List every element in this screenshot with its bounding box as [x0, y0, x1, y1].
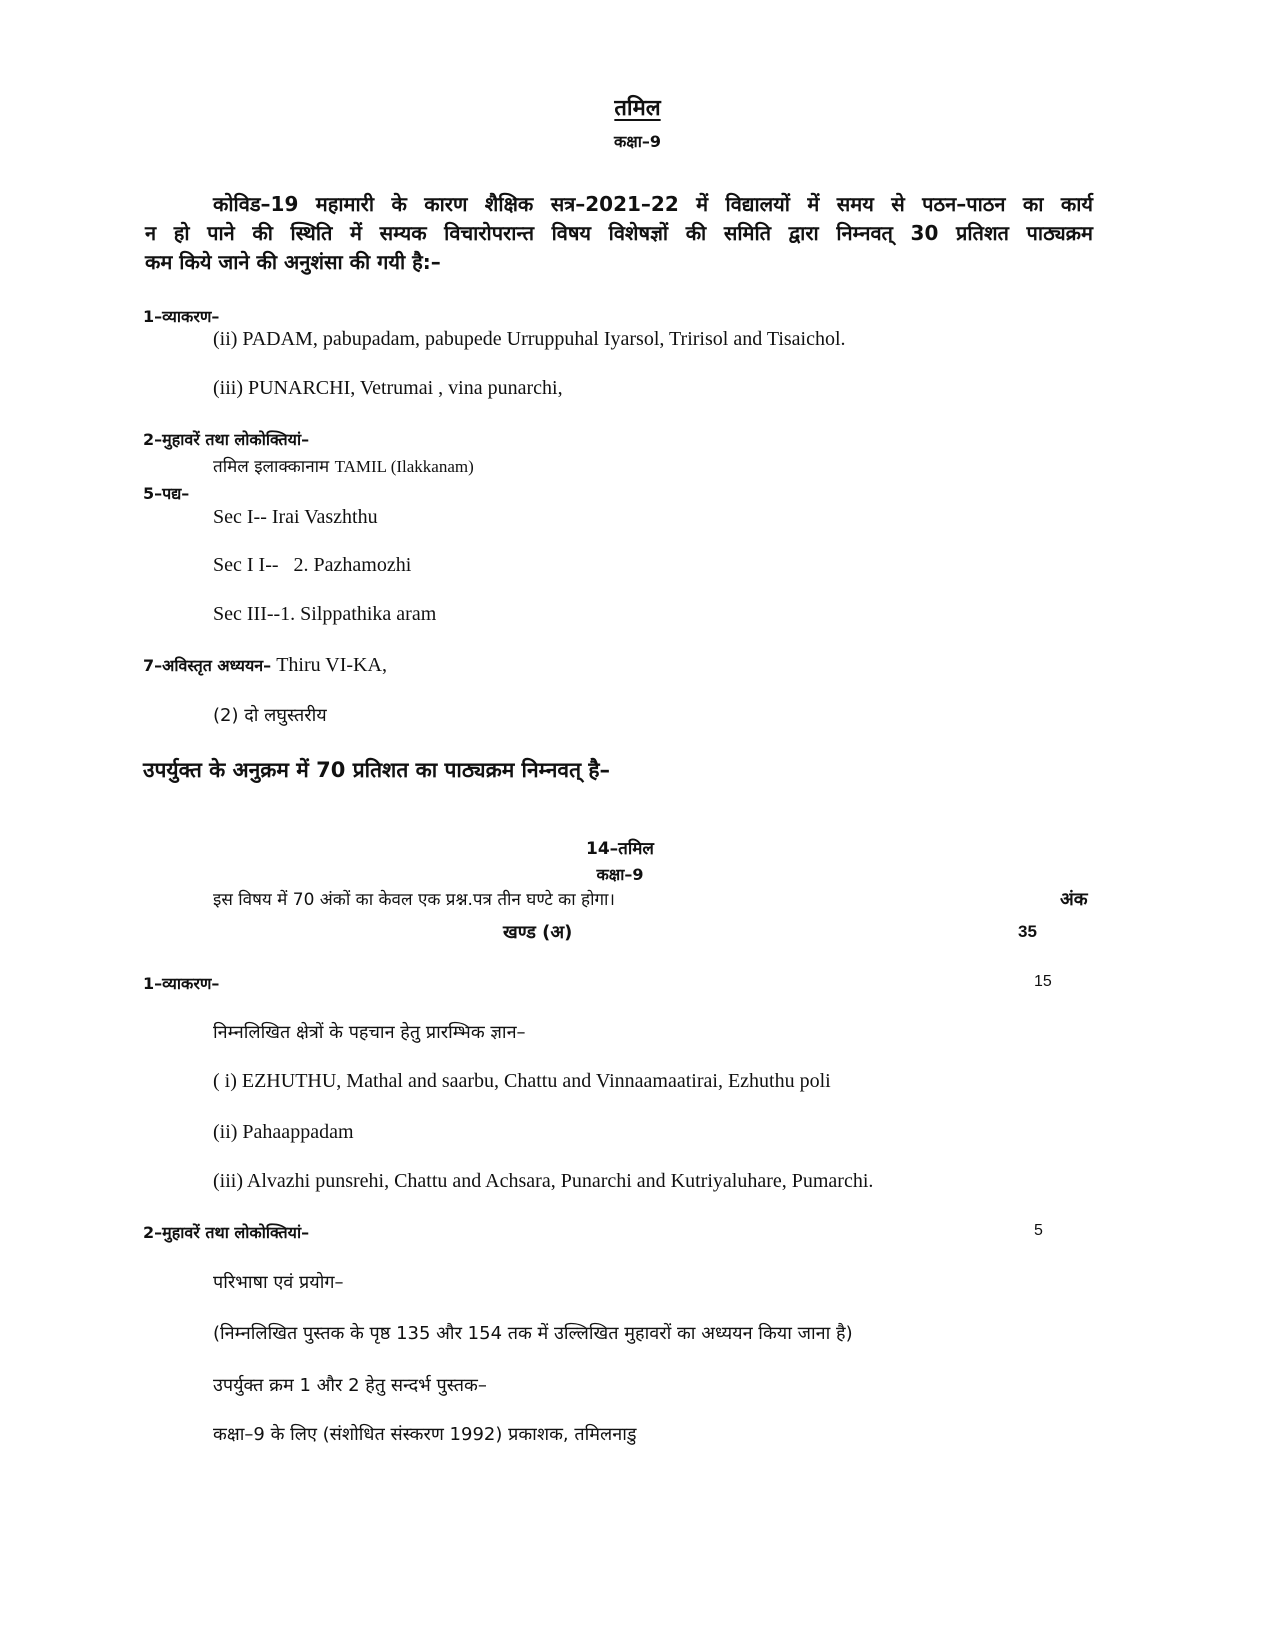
syllabus-class-label: कक्षा–9	[596, 865, 644, 884]
section-marks: 35	[1018, 922, 1037, 941]
exam-note: इस विषय में 70 अंकों का केवल एक प्रश्न.पत्र तीन घण्टे का होगा।	[213, 890, 615, 910]
reduced-grammar-item-iii: (iii) PUNARCHI, Vetrumai , vina punarchi,	[213, 377, 563, 399]
grammar-item-ii: (ii) Pahaappadam	[213, 1121, 354, 1143]
grammar-intro: निम्नलिखित क्षेत्रों के पहचान हेतु प्रारम्भिक ज्ञान–	[213, 1022, 526, 1043]
idioms-line-2: (निम्नलिखित पुस्तक के पृष्ठ 135 और 154 तक में उल्लिखित मुहावरों का अध्ययन किया जाना है)	[213, 1323, 853, 1344]
idioms-line-1: परिभाषा एवं प्रयोग–	[213, 1272, 344, 1293]
intro-line-2: न हो पाने की स्थिति में सम्यक विचारोपरान्त विषय विशेषज्ञों की समिति द्वारा निम्नवत् 30 प्रतिशत पाठ्यक्रम	[145, 221, 1093, 245]
intro-line-1: कोविड–19 महामारी के कारण शैक्षिक सत्र–2021–22 में विद्यालयों में समय से पठन–पाठन का कार्य	[213, 192, 1093, 216]
idioms-heading: 2–मुहावरें तथा लोकोक्तियां–	[143, 1223, 310, 1242]
reduced-idioms-text	[213, 454, 474, 477]
idioms-marks: 5	[1034, 1222, 1043, 1239]
reduced-study-item-2: (2) दो लघुस्तरीय	[213, 705, 327, 726]
idioms-line-4: कक्षा–9 के लिए (संशोधित संस्करण 1992) प्रकाशक, तमिलनाडु	[213, 1424, 637, 1445]
idioms-line-3: उपर्युक्त क्रम 1 और 2 हेतु सन्दर्भ पुस्तक–	[213, 1375, 487, 1396]
reduced-study-line	[143, 654, 387, 677]
reduced-study-heading: 7–अविस्तृत अध्ययन–	[143, 656, 272, 675]
section-label: खण्ड (अ)	[503, 922, 573, 943]
marks-label: अंक	[1060, 889, 1088, 910]
syllabus-title: 14–तमिल	[586, 839, 654, 859]
grammar-item-i: ( i) EZHUTHU, Mathal and saarbu, Chattu and Vinnaamaatirai, Ezhuthu poli	[213, 1070, 831, 1092]
reduced-poetry-item-1: Sec I-- Irai Vaszhthu	[213, 506, 378, 528]
grammar-marks: 15	[1034, 973, 1052, 990]
reduced-poetry-heading: 5–पद्य–	[143, 484, 190, 503]
reduced-study-text: Thiru VI-KA,	[276, 654, 387, 676]
reduced-idioms-heading: 2–मुहावरें तथा लोकोक्तियां–	[143, 430, 310, 449]
reduced-poetry-item-2: Sec I I-- 2. Pazhamozhi	[213, 554, 412, 576]
reduced-idioms-text-hi: तमिल इलाक्कानाम	[213, 457, 330, 477]
reduced-grammar-item-ii: (ii) PADAM, pabupadam, pabupede Urruppuhal Iyarsol, Tririsol and Tisaichol.	[213, 328, 846, 350]
reduced-idioms-text-en: TAMIL (Ilakkanam)	[334, 457, 474, 476]
class-label: कक्षा–9	[613, 132, 662, 151]
grammar-heading: 1–व्याकरण–	[143, 974, 220, 993]
summary-line: उपर्युक्त के अनुक्रम में 70 प्रतिशत का पाठ्यक्रम निम्नवत् है–	[143, 758, 610, 782]
reduced-poetry-item-3: Sec III--1. Silppathika aram	[213, 603, 437, 625]
grammar-item-iii: (iii) Alvazhi punsrehi, Chattu and Achsara, Punarchi and Kutriyaluhare, Pumarchi.	[213, 1170, 874, 1192]
reduced-grammar-heading: 1–व्याकरण–	[143, 307, 220, 326]
intro-line-3: कम किये जाने की अनुशंसा की गयी है:–	[145, 250, 441, 274]
page-title: तमिल	[614, 96, 661, 121]
